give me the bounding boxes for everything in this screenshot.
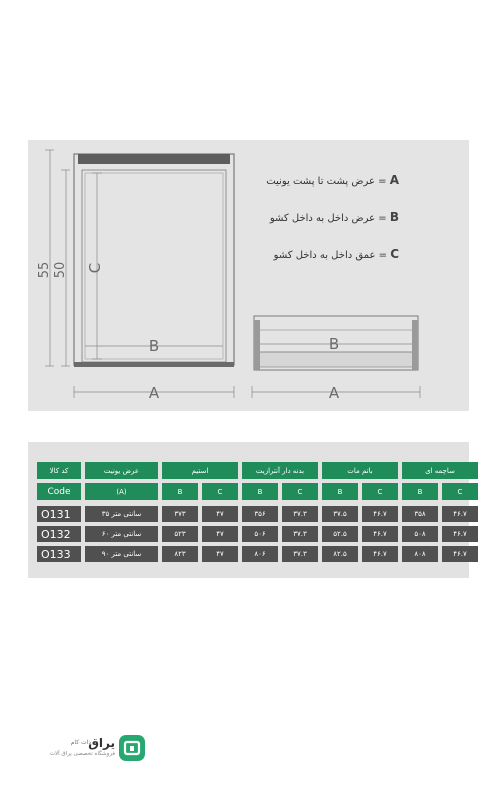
legend-c [274,247,399,261]
sub-header-b: B [402,483,438,500]
table-cell: ۴۶.۷ [362,506,398,522]
side-inner-width-label: B [328,335,340,353]
table-cell: ۳۷.۳ [282,506,318,522]
legend-b-key: B [389,210,399,224]
drawer-diagram [28,140,469,411]
sub-header-c: C [282,483,318,500]
table-cell: ۸۰۶ [242,546,278,562]
sub-header-b: B [162,483,198,500]
table-row-code: O131 [37,506,81,522]
table-cell: ۵۲.۵ [322,526,358,542]
legend-b-text: = عرض داخل به داخل کشو [269,213,387,224]
legend-a-text: = عرض پشت تا پشت یونیت [266,176,387,187]
height-dims [45,150,234,398]
code-group-header: کد کالا [37,462,81,479]
table-cell: ۸۰۸ [402,546,438,562]
logo-mark-icon [119,735,145,761]
drawer-drawing [28,140,469,411]
inner-height-label: 50 [53,261,68,279]
outer-width-label: A [148,384,160,402]
brand-logo [40,735,145,761]
depth-label: C [86,262,104,274]
legend-c-key: C [390,247,399,261]
sub-header-c: C [202,483,238,500]
spec-table [28,442,469,578]
table-cell: ۳۵۶ [242,506,278,522]
table-cell: ۴۶.۷ [362,546,398,562]
material-header: استیم [162,462,238,479]
sub-header-b: B [242,483,278,500]
table-cell: ۵۰۶ [242,526,278,542]
table-cell: ۳۵۸ [402,506,438,522]
sub-header-c: C [442,483,478,500]
material-header: بدنه دار آنترازیت [242,462,318,479]
table-cell: ۴۷ [202,526,238,542]
outer-height-label: 55 [37,261,52,279]
table-cell: ۸۲۳ [162,546,198,562]
table-row-width: ۳۵ سانتی متر [85,506,158,522]
table-cell: ۴۷ [202,506,238,522]
table-cell: ۳۷۳ [162,506,198,522]
table-row-width: ۹۰ سانتی متر [85,546,158,562]
legend-c-text: = عمق داخل به داخل کشو [273,250,387,261]
material-header: باتم مات [322,462,398,479]
width-header: (A) [85,483,158,500]
table-row-code: O132 [37,526,81,542]
sub-header-c: C [362,483,398,500]
table-cell: ۳۷.۳ [282,546,318,562]
table-cell: ۵۰۸ [402,526,438,542]
table-cell: ۳۷.۳ [282,526,318,542]
table-cell: ۴۶.۷ [362,526,398,542]
legend-b [270,210,399,224]
table-cell: ۴۶.۷ [442,546,478,562]
table-cell: ۴۶.۷ [442,526,478,542]
side-outer-width-label: A [328,384,340,402]
inner-width-label: B [148,337,160,355]
table-row-width: ۶۰ سانتی متر [85,526,158,542]
brand-suffix: دات کام [70,739,91,746]
table-cell: ۵۲۳ [162,526,198,542]
table-cell: ۸۲.۵ [322,546,358,562]
table-cell: ۳۷.۵ [322,506,358,522]
table-cell: ۴۷ [202,546,238,562]
code-header: Code [37,483,81,500]
legend-a-key: A [389,173,399,187]
sub-header-b: B [322,483,358,500]
front-view [74,154,234,367]
material-header: ساچمه ای [402,462,478,479]
width-group-header: عرض یونیت [85,462,158,479]
brand-tagline: فروشگاه تخصصی یراق آلات [49,751,115,757]
table-row-code: O133 [37,546,81,562]
legend-a [266,173,399,187]
brand-name: یراق [88,736,115,750]
table-cell: ۴۶.۷ [442,506,478,522]
